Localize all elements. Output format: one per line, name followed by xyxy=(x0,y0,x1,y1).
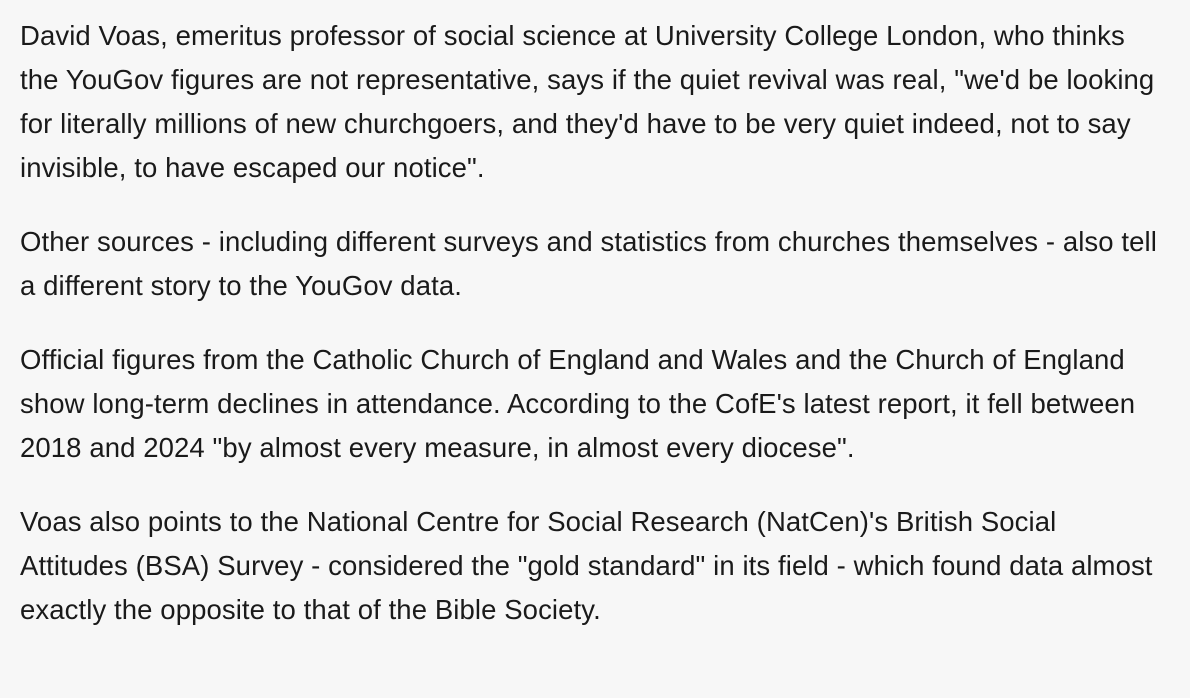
article-paragraph: Official figures from the Catholic Church of England and Wales and the Church of England show long-term declines in attendance. According to the CofE's latest report, it fell between 2018 and 2024 "by almost every measure, in almost every diocese". xyxy=(20,344,1136,463)
article-paragraph: David Voas, emeritus professor of social science at University College London, who thinks the YouGov figures are not representative, says if the quiet revival was real, "we'd be looking for literally millions of new churchgoers, and they'd have to be very quiet indeed, not to say invisible, to have escaped our notice". xyxy=(20,20,1155,183)
article-paragraph: Other sources - including different surveys and statistics from churches themselves - also tell a different story to the YouGov data. xyxy=(20,226,1157,301)
article-paragraph: Voas also points to the National Centre for Social Research (NatCen)'s British Social Attitudes (BSA) Survey - considered the "gold standard" in its field - which found data almost exactly the opposite to that of the Bible Society. xyxy=(20,506,1153,625)
